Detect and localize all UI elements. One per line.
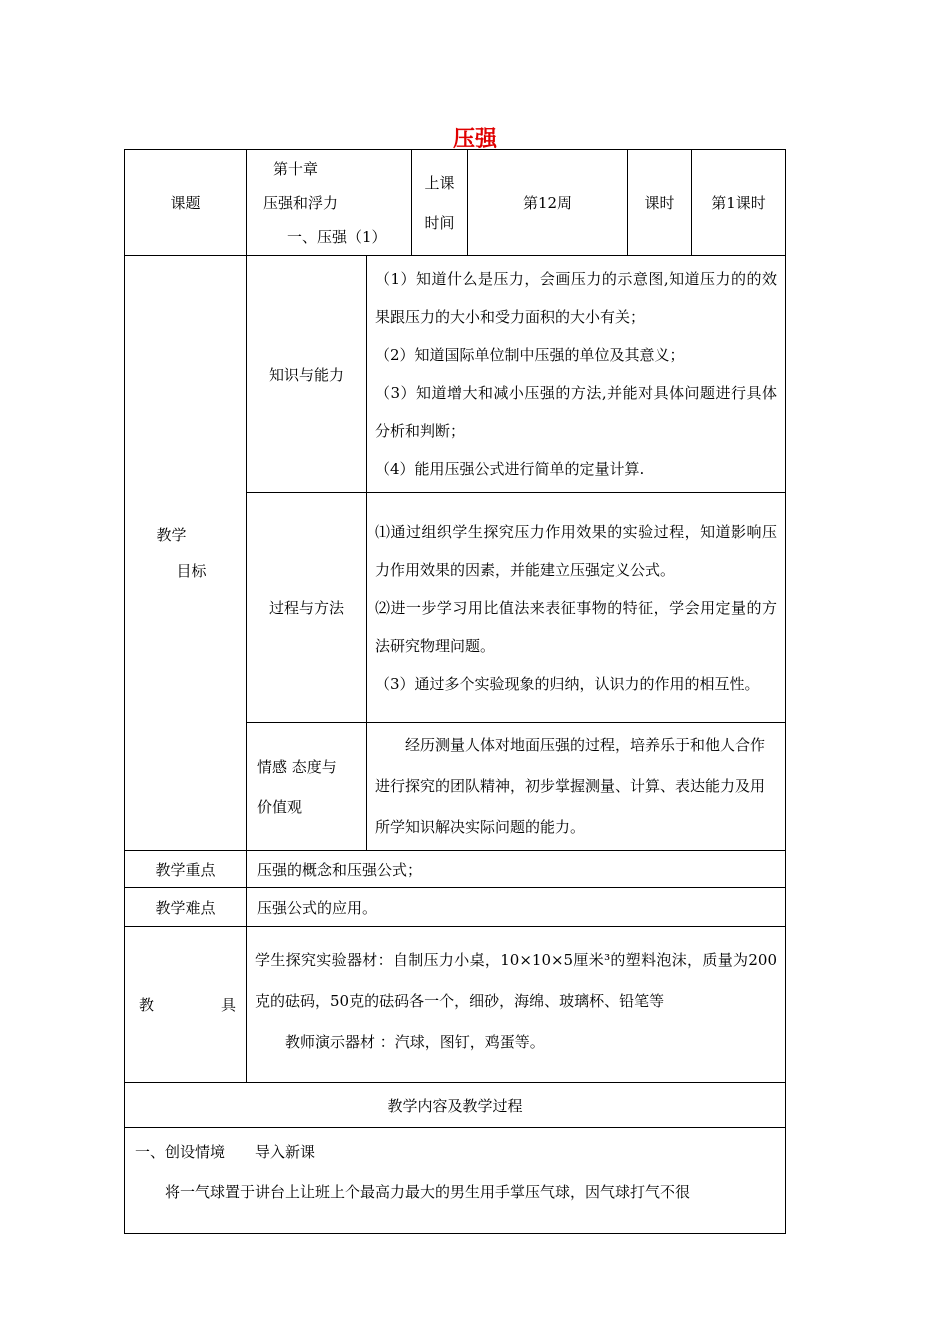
time-label-line-2: 时间	[424, 213, 455, 232]
objectives-label-line-2: 目标	[176, 562, 207, 580]
objectives-label-line-1: 教学	[156, 526, 187, 544]
process-header-row	[125, 1083, 786, 1128]
week-value: 第12周	[468, 150, 628, 256]
page-title: 压强	[452, 127, 497, 152]
process-label: 过程与方法	[247, 493, 367, 723]
knowledge-item-1: （1）知道什么是压力，会画压力的示意图,知道压力的的效果跟压力的大小和受力面积的大小有关；	[375, 270, 778, 326]
process-header: 教学内容及教学过程	[125, 1083, 786, 1128]
process-item-3: （3）通过多个实验现象的归纳，认识力的作用的相互性。	[375, 674, 760, 693]
process-content	[367, 493, 786, 723]
objective-row-knowledge	[125, 256, 786, 493]
topic-line-1: 第十章	[273, 159, 319, 178]
difficulty-row	[125, 888, 786, 927]
knowledge-item-4: （4）能用压强公式进行简单的定量计算.	[375, 460, 645, 478]
topic-line-2: 压强和浮力	[263, 193, 339, 212]
knowledge-item-2: （2）知道国际单位制中压强的单位及其意义；	[375, 346, 685, 364]
emotion-content: 经历测量人体对地面压强的过程，培养乐于和他人合作进行探究的团队精神，初步掌握测量、计算、表达能力及用所学知识解决实际问题的能力。	[367, 723, 786, 851]
process-item-2: ⑵进一步学习用比值法来表征事物的特征，学会用定量的方法研究物理问题。	[375, 598, 778, 655]
section1-row	[125, 1128, 786, 1234]
emotion-label	[247, 723, 367, 851]
period-label: 课时	[628, 150, 692, 256]
process-item-1: ⑴通过组织学生探究压力作用效果的实验过程，知道影响压力作用效果的因素，并能建立压强定义公式。	[375, 522, 778, 579]
time-label	[412, 150, 468, 256]
knowledge-item-3: （3）知道增大和减小压强的方法,并能对具体问题进行具体分析和判断；	[375, 384, 778, 440]
emotion-label-line-1: 情感 态度与	[257, 757, 337, 776]
objectives-label	[125, 256, 247, 851]
tools-label	[125, 927, 247, 1083]
section1-content	[125, 1128, 786, 1234]
tools-row	[125, 927, 786, 1083]
period-value: 第1课时	[692, 150, 786, 256]
key-point-text: 压强的概念和压强公式；	[247, 851, 786, 888]
tools-student: 学生探究实验器材：自制压力小桌，10×10×5厘米³的塑料泡沫，质量为200克的砝码，50克的砝码各一个，细砂，海绵、玻璃杯、铅笔等	[255, 951, 778, 1010]
knowledge-content	[367, 256, 786, 493]
tools-content	[247, 927, 786, 1083]
tools-teacher: 教师演示器材 ：汽球，图钉，鸡蛋等。	[285, 1033, 545, 1051]
header-row	[125, 150, 786, 256]
section1-text: 将一气球置于讲台上让班上个最高力最大的男生用手掌压气球，因气球打气不很	[165, 1183, 691, 1201]
tools-label-char-1: 教	[139, 996, 155, 1014]
knowledge-label: 知识与能力	[247, 256, 367, 493]
lesson-plan-table	[124, 149, 786, 1234]
tools-label-char-2: 具	[220, 996, 236, 1014]
emotion-label-line-2: 价值观	[257, 797, 303, 816]
difficulty-text: 压强公式的应用。	[247, 888, 786, 927]
key-point-label: 教学重点	[125, 851, 247, 888]
time-label-line-1: 上课	[424, 173, 455, 192]
topic-cell	[247, 150, 412, 256]
topic-label: 课题	[125, 150, 247, 256]
topic-line-3: 一、压强（1）	[287, 227, 387, 246]
key-point-row	[125, 851, 786, 888]
section1-heading: 一、创设情境 导入新课	[135, 1143, 316, 1161]
difficulty-label: 教学难点	[125, 888, 247, 927]
